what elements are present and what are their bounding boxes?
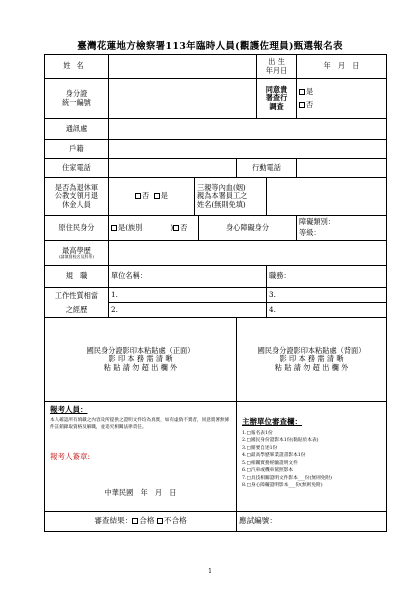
unit-name-label: 單位名稱： [109, 266, 267, 288]
experience-3[interactable]: 3. [267, 288, 387, 303]
checklist-item[interactable]: 8.□身心障礙證明影本___份(無則免附) [242, 483, 323, 489]
id-back-area[interactable] [237, 318, 387, 402]
id-label: 身分證 統一編號 [45, 79, 109, 119]
disability-level-label: 等級： [299, 228, 321, 237]
id-back-text-2: 影 印 本 務 需 清 晰 [279, 354, 344, 364]
address-label: 通訊處 [45, 119, 109, 140]
mobile-label: 行動電話 [237, 159, 297, 178]
id-front-text-3: 粘 貼 請 勿 超 出 欄 外 [103, 362, 178, 372]
form-title: 臺灣花蓮地方檢察署113年臨時人員(觀護佐理員)甄選報名表 [77, 41, 343, 52]
experience-label: 工作性質相當 之經歷 [45, 288, 109, 318]
name-field[interactable] [109, 55, 257, 79]
experience-col-label: 規 職 [45, 266, 109, 288]
education-label: 最高學歷 [62, 245, 91, 255]
position-label: 職務： [267, 266, 387, 288]
exam-number-label[interactable]: 應試編號： [237, 512, 387, 532]
id-front-text-1: 國民身分證影印本粘貼處（正面） [86, 346, 195, 356]
id-front-area[interactable] [45, 318, 237, 402]
experience-4[interactable]: 4. [267, 303, 387, 318]
retiree-label: 是否為退休軍 公教支領月退 休金人員 [45, 178, 109, 216]
review-fail-checkbox[interactable] [157, 518, 163, 524]
checklist-item[interactable]: 3.□簡要自述1份 [242, 445, 278, 451]
id-back-text-3: 粘 貼 請 勿 超 出 欄 外 [274, 362, 349, 372]
applicant-section [45, 402, 237, 512]
birth-label: 出 生 年月日 [257, 55, 297, 79]
consent-yes-label: 是 [306, 87, 314, 97]
relatives-field[interactable] [267, 178, 387, 216]
experience-2[interactable]: 2. [109, 303, 267, 318]
indigenous-label: 原住民身分 [45, 216, 109, 241]
address-field[interactable] [109, 119, 387, 140]
household-field[interactable] [109, 140, 387, 159]
household-label: 戶籍 [45, 140, 109, 159]
checklist-item[interactable]: 6.□汽車或機車駕照影本 [242, 468, 294, 474]
applicant-title: 報考人員： [50, 405, 88, 414]
checklist-title: 主辦單位審查欄： [242, 417, 302, 426]
applicant-date: 中華民國 年 月 日 [104, 488, 177, 498]
retiree-yes-checkbox[interactable] [154, 193, 160, 199]
indigenous-no-label: 否 [180, 222, 188, 232]
review-pass-checkbox[interactable] [132, 518, 138, 524]
applicant-declaration: 本人確認所有填載之內容及所提供之證明文件均為真實，如有虛偽不實者，同意賣署無條件註銷錄取資格及解職，並追究相關法律責任。 [50, 417, 230, 430]
id-back-text-1: 國民身分證影印本粘貼處（背面） [257, 346, 366, 356]
indigenous-yes-checkbox[interactable] [111, 225, 117, 231]
retiree-no-label: 否 [142, 191, 150, 201]
page-number: 1 [208, 568, 212, 575]
education-field[interactable] [109, 241, 387, 266]
review-pass-label: 合格 [139, 516, 155, 526]
home-phone-label: 住家電話 [45, 159, 109, 178]
indigenous-no-checkbox[interactable] [173, 225, 179, 231]
review-fail-label: 不合格 [163, 516, 187, 526]
checklist-item[interactable]: 1.□報名表1份 [242, 430, 273, 436]
home-phone-field[interactable] [109, 159, 237, 178]
retiree-yes-label: 是 [160, 191, 168, 201]
id-front-text-2: 影 印 本 務 需 清 晰 [108, 354, 173, 364]
id-field[interactable] [109, 79, 257, 119]
consent-no-checkbox[interactable] [299, 102, 305, 108]
experience-1[interactable]: 1. [109, 288, 267, 303]
retiree-no-checkbox[interactable] [135, 193, 141, 199]
birth-field[interactable]: 年 月 日 [297, 55, 387, 79]
consent-label: 同意貴 署查行 調查 [257, 79, 297, 119]
name-label: 姓名 [45, 55, 109, 79]
checklist-item[interactable]: 7.□具技相關證明文件影本___份(無則免附) [242, 475, 332, 481]
relatives-label: 三親等內血(姻) 親為本署員工之 姓名(無則免填) [195, 178, 267, 216]
mobile-field[interactable] [297, 159, 387, 178]
checklist-item[interactable]: 2.□國民身份證影本1份(黏貼於本表) [242, 438, 319, 444]
education-note: (請填寫校名及科系) [58, 253, 95, 259]
registration-form [44, 54, 387, 532]
consent-yes-checkbox[interactable] [299, 89, 305, 95]
checklist-item[interactable]: 4.□最高學歷畢業證書影本1份 [242, 453, 306, 459]
checklist-item[interactable]: 5.□相關實務經驗證明文件 [242, 460, 298, 466]
indigenous-paren: ) [170, 222, 174, 232]
applicant-signature-label[interactable]: 報考人簽章: [50, 451, 91, 461]
disabled-label: 身心障礙身分 [199, 216, 297, 241]
review-result-label: 審查結果： [94, 516, 133, 526]
disability-type-label: 障礙類別： [299, 217, 335, 227]
indigenous-yes-label: 是(族別 [118, 222, 143, 232]
checklist-section [237, 402, 387, 512]
consent-no-label: 否 [306, 99, 314, 109]
